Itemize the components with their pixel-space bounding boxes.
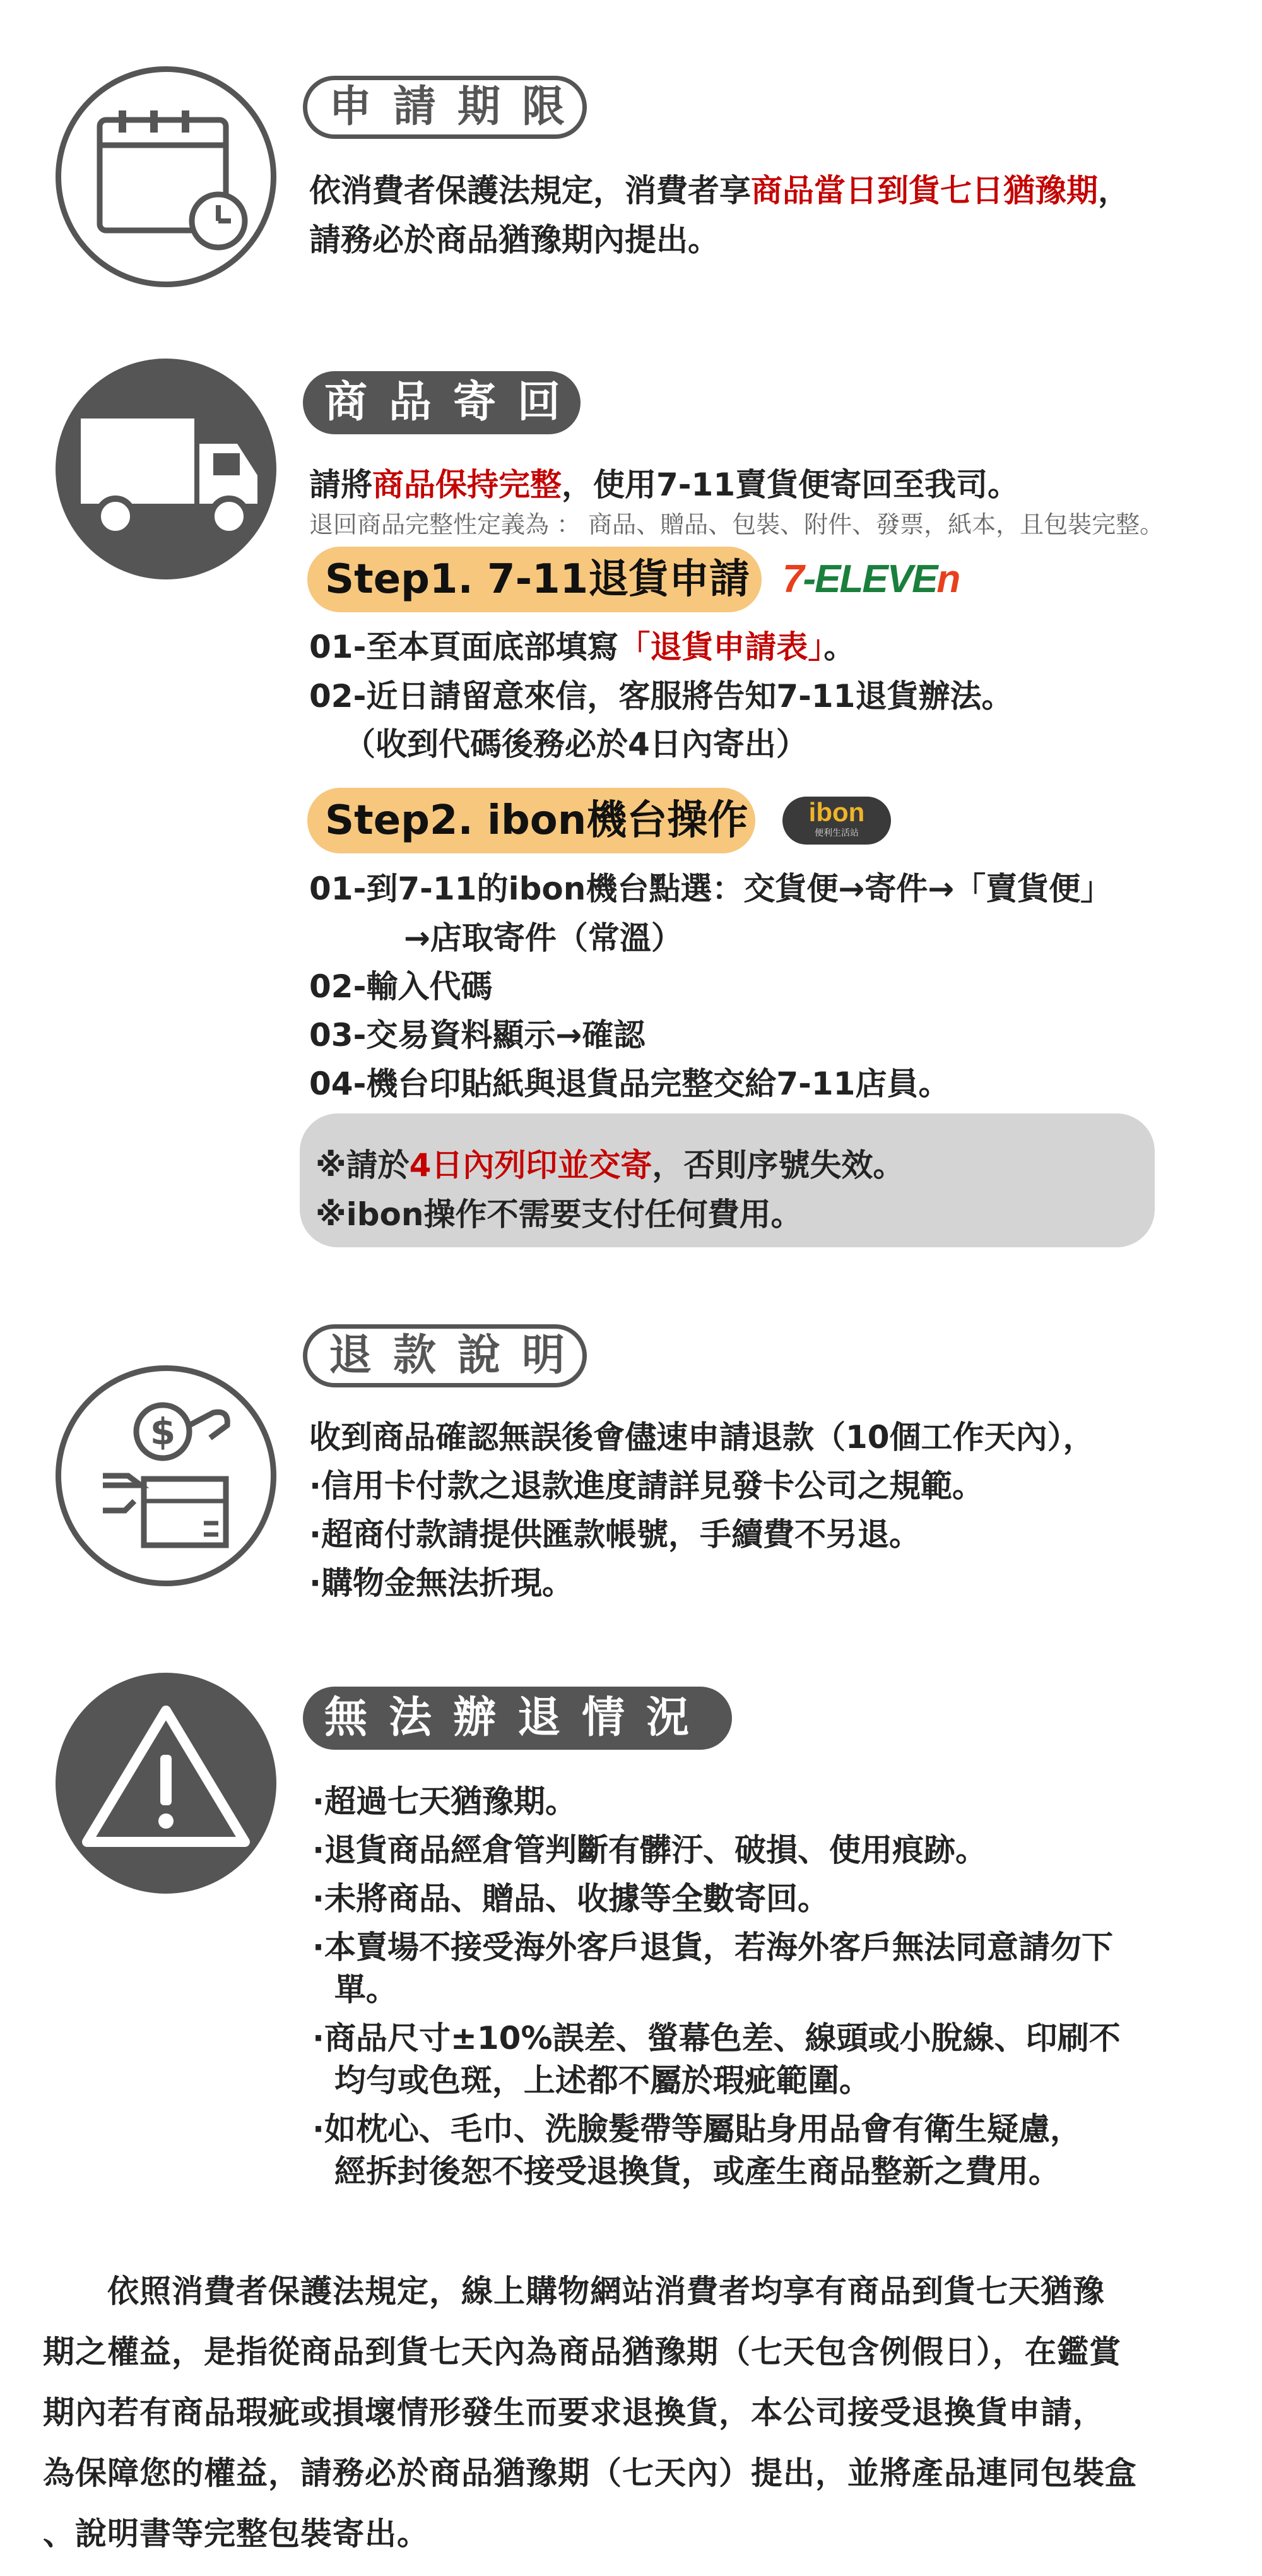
restriction-item: ·本賣場不接受海外客戶退貨，若海外客戶無法同意請勿下 <box>312 1929 1113 1966</box>
section2-line2: 退回商品完整性定義為 ： 商品、贈品、包裝、附件、發票，紙本，且包裝完整。 <box>309 511 1164 538</box>
step1-item2: 02-近日請留意來信，客服將告知7-11退貨辦法。 <box>309 678 1013 715</box>
section2-line1: 請將商品保持完整，使用7-11賣貨便寄回至我司。 <box>309 466 1020 503</box>
section3-line2: ·信用卡付款之退款進度請詳見發卡公司之規範。 <box>309 1468 984 1504</box>
section3-line4: ·購物金無法折現。 <box>309 1565 574 1601</box>
seven-eleven-logo: 7-ELEVEn <box>782 557 960 601</box>
policy-line: 期內若有商品瑕疵或損壞情形發生而要求退換貨，本公司接受退換貨申請， <box>43 2394 1105 2431</box>
section2-title: 商品寄回 <box>303 371 581 434</box>
section1-title: 申請期限 <box>303 76 587 139</box>
notice-line1: ※請於4日內列印並交寄，否則序號失效。 <box>316 1147 905 1184</box>
step1-item3: （收到代碼後務必於4日內寄出） <box>344 726 808 763</box>
step2-item3: 03-交易資料顯示→確認 <box>309 1017 646 1054</box>
section3-line1: 收到商品確認無誤後會儘速申請退款（10個工作天內）， <box>309 1419 1095 1456</box>
svg-text:$: $ <box>150 1410 176 1453</box>
step1-pill: Step1. 7-11退貨申請 <box>307 547 762 612</box>
step2-item1: 01-到7-11的ibon機台點選：交貨便→寄件→「賣貨便」 <box>309 870 1112 907</box>
restriction-item: ·退貨商品經倉管判斷有髒汙、破損、使用痕跡。 <box>312 1832 987 1868</box>
section3-title: 退款說明 <box>303 1324 587 1387</box>
step2-pill: Step2. ibon機台操作 <box>307 788 755 853</box>
restriction-item: ·商品尺寸±10%誤差、螢幕色差、線頭或小脫線、印刷不 <box>312 2020 1121 2057</box>
restriction-item: 均勻或色斑，上述都不屬於瑕疵範圍。 <box>312 2062 871 2099</box>
step2-item2: 02-輸入代碼 <box>309 968 493 1005</box>
policy-line: 期之權益，是指從商品到貨七天內為商品猶豫期（七天包含例假日），在鑑賞 <box>43 2334 1121 2370</box>
restriction-item: ·超過七天猶豫期。 <box>312 1783 577 1820</box>
policy-line: 依照消費者保護法規定，線上購物網站消費者均享有商品到貨七天猶豫 <box>43 2273 1105 2310</box>
policy-line: 為保障您的權益，請務必於商品猶豫期（七天內）提出，並將產品連同包裝盒 <box>43 2455 1137 2491</box>
calendar-clock-icon <box>56 66 276 287</box>
restriction-item: ·如枕心、毛巾、洗臉髮帶等屬貼身用品會有衛生疑慮， <box>312 2111 1082 2147</box>
policy-line: 、說明書等完整包裝寄出。 <box>43 2515 429 2552</box>
truck-icon <box>56 359 276 579</box>
restriction-item: 經拆封後恕不接受退換貨，或產生商品整新之費用。 <box>312 2153 1060 2190</box>
restriction-item: 單。 <box>312 1971 398 2008</box>
step1-item1: 01-至本頁面底部填寫「退貨申請表」。 <box>309 629 856 665</box>
section1-line1: 依消費者保護法規定，消費者享商品當日到貨七日猶豫期， <box>309 172 1129 209</box>
warning-icon <box>56 1673 276 1894</box>
section3-line3: ·超商付款請提供匯款帳號，手續費不另退。 <box>309 1516 921 1553</box>
section1-emphasis: 商品當日到貨七日猶豫期 <box>751 172 1098 209</box>
section4-title: 無法辦退情況 <box>303 1687 732 1750</box>
notice-line2: ※ibon操作不需要支付任何費用。 <box>316 1196 803 1233</box>
section1-line2: 請務必於商品猶豫期內提出。 <box>309 222 719 258</box>
restriction-item: ·未將商品、贈品、收據等全數寄回。 <box>312 1880 829 1917</box>
step2-item1b: →店取寄件（常溫） <box>404 920 683 956</box>
refund-icon <box>56 1365 276 1586</box>
ibon-logo: ibon 便利生活站 <box>782 797 891 845</box>
step2-item4: 04-機台印貼紙與退貨品完整交給7-11店員。 <box>309 1065 950 1102</box>
